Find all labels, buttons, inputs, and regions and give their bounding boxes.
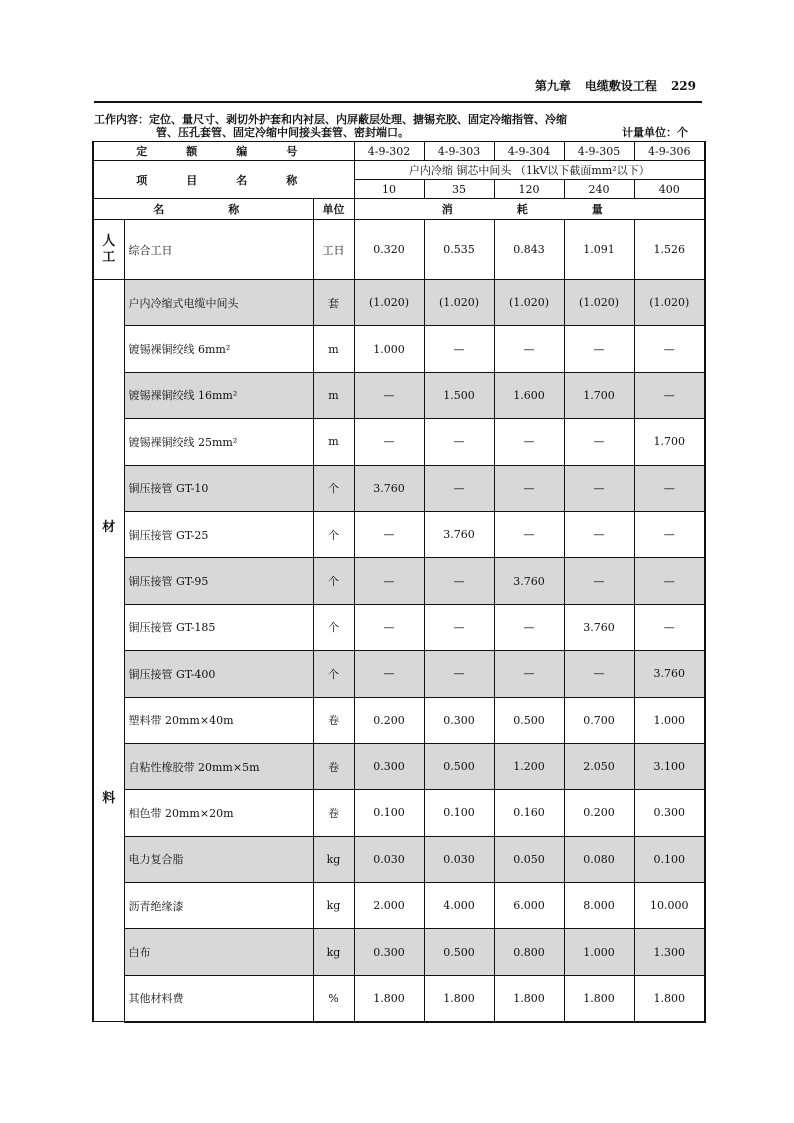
material-value: 0.500 xyxy=(494,697,564,743)
labor-value: 0.535 xyxy=(424,220,494,280)
material-value: 4.000 xyxy=(424,883,494,929)
material-name: 塑料带 20mm×40m xyxy=(124,697,313,743)
material-value: — xyxy=(634,558,705,604)
material-name: 镀锡裸铜绞线 6mm² xyxy=(124,326,313,372)
labor-category-text: 人工 xyxy=(102,233,116,265)
material-row xyxy=(93,511,705,557)
material-value: 0.100 xyxy=(354,790,424,836)
page-number: 229 xyxy=(670,79,696,93)
material-value: 1.800 xyxy=(564,975,634,1021)
work-content-line-2 xyxy=(94,126,702,139)
material-row xyxy=(93,975,705,1021)
work-content-line-1: 工作内容：定位、量尺寸、剥切外护套和内衬层、内屏蔽层处理、搪锡充胶、固定冷缩指管、冷缩 xyxy=(94,113,567,126)
size-cell: 240 xyxy=(564,180,634,199)
material-value: 1.800 xyxy=(354,975,424,1021)
material-value: 1.600 xyxy=(494,372,564,418)
material-value: 1.200 xyxy=(494,743,564,789)
material-value: 0.700 xyxy=(564,697,634,743)
material-value: (1.020) xyxy=(424,280,494,326)
material-value: 1.300 xyxy=(634,929,705,975)
material-row xyxy=(93,790,705,836)
item-description: 户内冷缩 铜芯中间头 （1kV以下截面mm²以下） xyxy=(354,161,705,180)
material-row xyxy=(93,651,705,697)
material-value: — xyxy=(634,511,705,557)
material-name: 镀锡裸铜绞线 16mm² xyxy=(124,372,313,418)
material-unit: kg xyxy=(313,836,354,882)
material-value: 1.800 xyxy=(424,975,494,1021)
material-value: 3.760 xyxy=(494,558,564,604)
material-value: — xyxy=(354,651,424,697)
material-value: — xyxy=(564,511,634,557)
material-row xyxy=(93,743,705,789)
code-cell: 4-9-305 xyxy=(564,142,634,161)
material-value: 3.760 xyxy=(634,651,705,697)
material-value: 0.300 xyxy=(354,743,424,789)
material-unit: 套 xyxy=(313,280,354,326)
material-name: 自粘性橡胶带 20mm×5m xyxy=(124,743,313,789)
material-unit: % xyxy=(313,975,354,1021)
work-content-line-2-text: 管、压孔套管、固定冷缩中间接头套管、密封端口。 xyxy=(156,126,409,139)
material-unit: kg xyxy=(313,929,354,975)
material-value: 0.300 xyxy=(424,697,494,743)
material-row xyxy=(93,419,705,465)
code-cell: 4-9-303 xyxy=(424,142,494,161)
material-category xyxy=(93,280,124,1022)
material-name: 镀锡裸铜绞线 25mm² xyxy=(124,419,313,465)
material-unit: 个 xyxy=(313,558,354,604)
material-value: — xyxy=(424,465,494,511)
material-name: 铜压接管 GT-95 xyxy=(124,558,313,604)
material-value: 1.800 xyxy=(634,975,705,1021)
item-label: 项 目 名 称 xyxy=(93,161,354,199)
material-value: — xyxy=(494,511,564,557)
material-category-top: 材 xyxy=(102,520,116,535)
size-cell: 400 xyxy=(634,180,705,199)
material-value: 3.100 xyxy=(634,743,705,789)
material-value: — xyxy=(354,511,424,557)
material-value: 1.000 xyxy=(634,697,705,743)
name-header: 名 称 xyxy=(93,199,313,220)
material-value: — xyxy=(424,558,494,604)
material-value: — xyxy=(424,651,494,697)
material-value: — xyxy=(354,419,424,465)
labor-value: 1.091 xyxy=(564,220,634,280)
material-row xyxy=(93,280,705,326)
labor-value: 0.320 xyxy=(354,220,424,280)
consumption-header: 消 耗 量 xyxy=(354,199,705,220)
material-unit: 卷 xyxy=(313,697,354,743)
material-value: — xyxy=(424,326,494,372)
material-row xyxy=(93,558,705,604)
column-header-row xyxy=(93,199,705,220)
material-unit: 个 xyxy=(313,511,354,557)
material-value: 1.000 xyxy=(564,929,634,975)
material-row xyxy=(93,836,705,882)
material-value: 3.760 xyxy=(354,465,424,511)
material-value: (1.020) xyxy=(494,280,564,326)
material-value: 0.500 xyxy=(424,743,494,789)
material-value: 0.050 xyxy=(494,836,564,882)
material-row xyxy=(93,372,705,418)
quota-code-row xyxy=(93,142,705,161)
material-row xyxy=(93,604,705,650)
material-value: 2.000 xyxy=(354,883,424,929)
size-cell: 10 xyxy=(354,180,424,199)
material-value: 0.160 xyxy=(494,790,564,836)
material-value: (1.020) xyxy=(634,280,705,326)
labor-unit: 工日 xyxy=(313,220,354,280)
material-unit: 个 xyxy=(313,651,354,697)
size-cell: 35 xyxy=(424,180,494,199)
material-value: 1.800 xyxy=(494,975,564,1021)
labor-name: 综合工日 xyxy=(124,220,313,280)
labor-value: 1.526 xyxy=(634,220,705,280)
labor-category xyxy=(93,220,124,280)
material-value: 0.100 xyxy=(424,790,494,836)
material-value: (1.020) xyxy=(564,280,634,326)
material-value: 0.500 xyxy=(424,929,494,975)
header-text xyxy=(521,77,696,94)
material-unit: m xyxy=(313,326,354,372)
work-content xyxy=(94,113,702,139)
material-value: 0.200 xyxy=(564,790,634,836)
measurement-unit: 计量单位：个 xyxy=(622,126,688,139)
material-row xyxy=(93,883,705,929)
material-value: — xyxy=(634,326,705,372)
material-value: 0.080 xyxy=(564,836,634,882)
material-value: — xyxy=(354,558,424,604)
quota-label: 定 额 编 号 xyxy=(93,142,354,161)
quota-table xyxy=(92,141,706,1023)
material-value: 1.000 xyxy=(354,326,424,372)
material-value: — xyxy=(564,326,634,372)
material-value: 0.300 xyxy=(354,929,424,975)
material-value: — xyxy=(564,558,634,604)
material-row xyxy=(93,465,705,511)
material-value: 0.200 xyxy=(354,697,424,743)
material-value: 0.030 xyxy=(354,836,424,882)
material-value: (1.020) xyxy=(354,280,424,326)
material-value: — xyxy=(494,465,564,511)
material-value: 0.100 xyxy=(634,836,705,882)
material-value: — xyxy=(634,465,705,511)
material-value: 2.050 xyxy=(564,743,634,789)
material-value: 1.700 xyxy=(564,372,634,418)
material-value: — xyxy=(494,651,564,697)
material-category-bottom: 料 xyxy=(102,791,116,806)
material-value: 0.300 xyxy=(634,790,705,836)
material-unit: kg xyxy=(313,883,354,929)
material-value: 10.000 xyxy=(634,883,705,929)
material-value: 3.760 xyxy=(424,511,494,557)
material-value: 1.500 xyxy=(424,372,494,418)
material-value: 1.700 xyxy=(634,419,705,465)
material-value: 0.800 xyxy=(494,929,564,975)
material-unit: 卷 xyxy=(313,790,354,836)
material-name: 其他材料费 xyxy=(124,975,313,1021)
item-desc-row xyxy=(93,161,705,180)
material-name: 铜压接管 GT-185 xyxy=(124,604,313,650)
material-value: — xyxy=(494,604,564,650)
material-name: 白布 xyxy=(124,929,313,975)
material-name: 铜压接管 GT-25 xyxy=(124,511,313,557)
material-value: — xyxy=(424,419,494,465)
material-row xyxy=(93,929,705,975)
material-row xyxy=(93,326,705,372)
table-body xyxy=(93,142,705,1022)
material-value: 8.000 xyxy=(564,883,634,929)
material-value: 0.030 xyxy=(424,836,494,882)
size-cell: 120 xyxy=(494,180,564,199)
material-value: — xyxy=(634,604,705,650)
material-value: 6.000 xyxy=(494,883,564,929)
material-value: — xyxy=(354,604,424,650)
labor-value: 0.843 xyxy=(494,220,564,280)
material-value: — xyxy=(564,651,634,697)
chapter-number: 第九章 xyxy=(534,79,571,93)
chapter-title: 电缆敷设工程 xyxy=(584,79,657,93)
code-cell: 4-9-306 xyxy=(634,142,705,161)
material-name: 电力复合脂 xyxy=(124,836,313,882)
material-value: — xyxy=(564,419,634,465)
material-value: — xyxy=(634,372,705,418)
material-name: 户内冷缩式电缆中间头 xyxy=(124,280,313,326)
page-header xyxy=(94,71,702,103)
material-value: — xyxy=(494,326,564,372)
material-unit: 卷 xyxy=(313,743,354,789)
material-value: — xyxy=(494,419,564,465)
material-unit: m xyxy=(313,372,354,418)
material-row xyxy=(93,697,705,743)
material-value: — xyxy=(564,465,634,511)
code-cell: 4-9-302 xyxy=(354,142,424,161)
material-unit: m xyxy=(313,419,354,465)
labor-row xyxy=(93,220,705,280)
material-unit: 个 xyxy=(313,465,354,511)
material-name: 沥青绝缘漆 xyxy=(124,883,313,929)
material-value: — xyxy=(354,372,424,418)
material-name: 铜压接管 GT-400 xyxy=(124,651,313,697)
code-cell: 4-9-304 xyxy=(494,142,564,161)
unit-header: 单位 xyxy=(313,199,354,220)
material-value: — xyxy=(424,604,494,650)
material-unit: 个 xyxy=(313,604,354,650)
material-value: 3.760 xyxy=(564,604,634,650)
material-name: 相色带 20mm×20m xyxy=(124,790,313,836)
material-name: 铜压接管 GT-10 xyxy=(124,465,313,511)
